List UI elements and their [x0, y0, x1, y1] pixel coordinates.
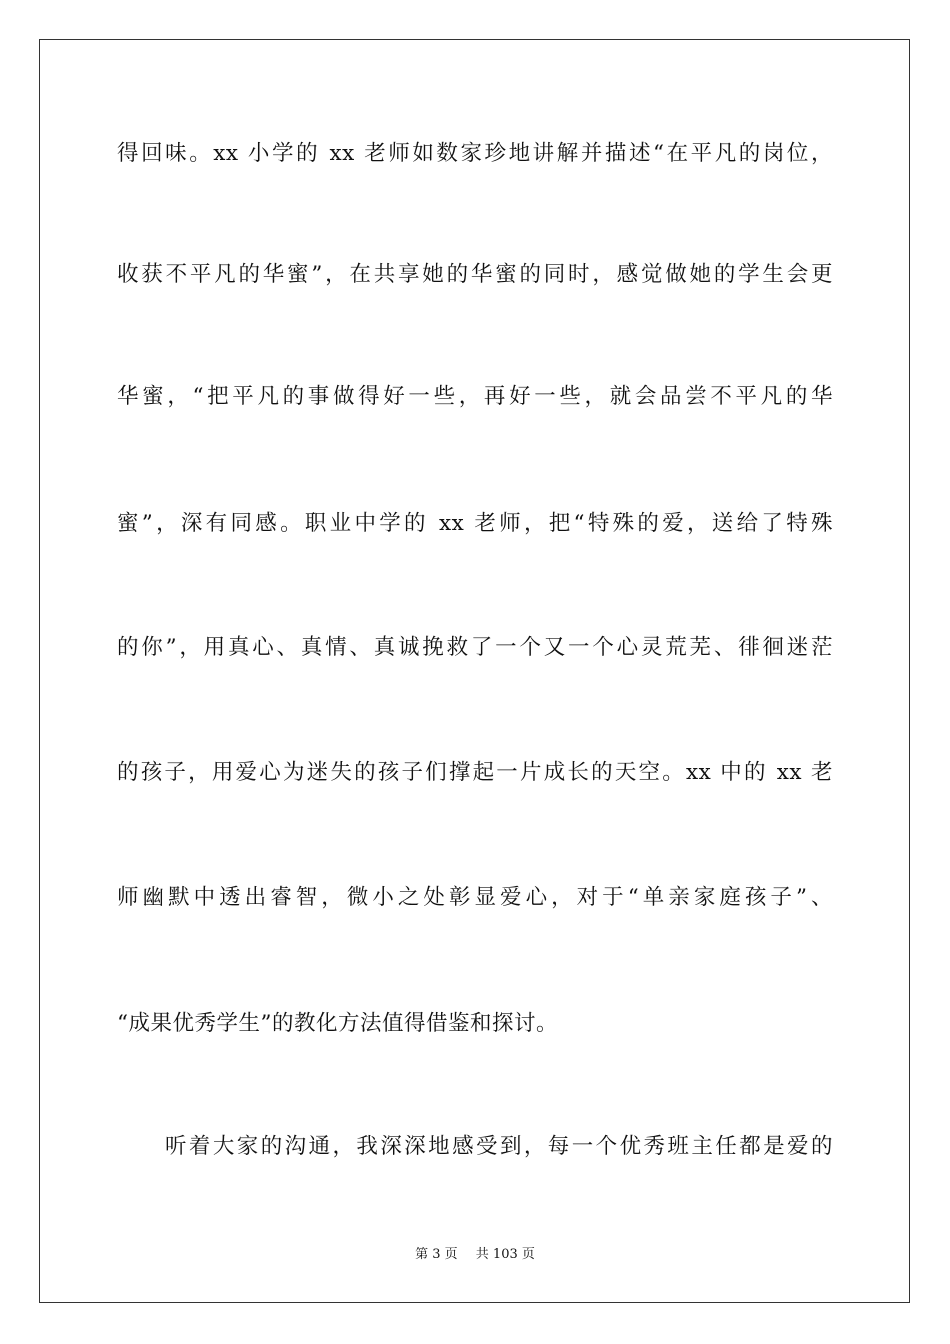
page-number: 第 3 页 [415, 1247, 458, 1262]
page-footer [0, 1246, 950, 1264]
body-line-6: 的孩子，用爱心为迷失的孩子们撑起一片成长的天空。xx 中的 xx 老 [117, 760, 833, 785]
body-line-5: 的你”，用真心、真情、真诚挽救了一个又一个心灵荒芜、徘徊迷茫 [117, 635, 833, 660]
page-border [39, 39, 910, 1303]
body-line-2: 收获不平凡的华蜜”，在共享她的华蜜的同时，感觉做她的学生会更 [117, 262, 833, 287]
body-line-7: 师幽默中透出睿智，微小之处彰显爱心，对于“单亲家庭孩子”、 [117, 885, 833, 910]
page-total: 共 103 页 [475, 1247, 535, 1262]
body-line-3: 华蜜，“把平凡的事做得好一些，再好一些，就会品尝不平凡的华 [117, 384, 833, 409]
body-line-1: 得回味。xx 小学的 xx 老师如数家珍地讲解并描述“在平凡的岗位， [117, 141, 833, 166]
body-paragraph-start: 听着大家的沟通，我深深地感受到，每一个优秀班主任都是爱的 [165, 1134, 833, 1159]
body-line-8: “成果优秀学生”的教化方法值得借鉴和探讨。 [117, 1011, 558, 1036]
body-line-4: 蜜”，深有同感。职业中学的 xx 老师，把“特殊的爱，送给了特殊 [117, 511, 833, 536]
